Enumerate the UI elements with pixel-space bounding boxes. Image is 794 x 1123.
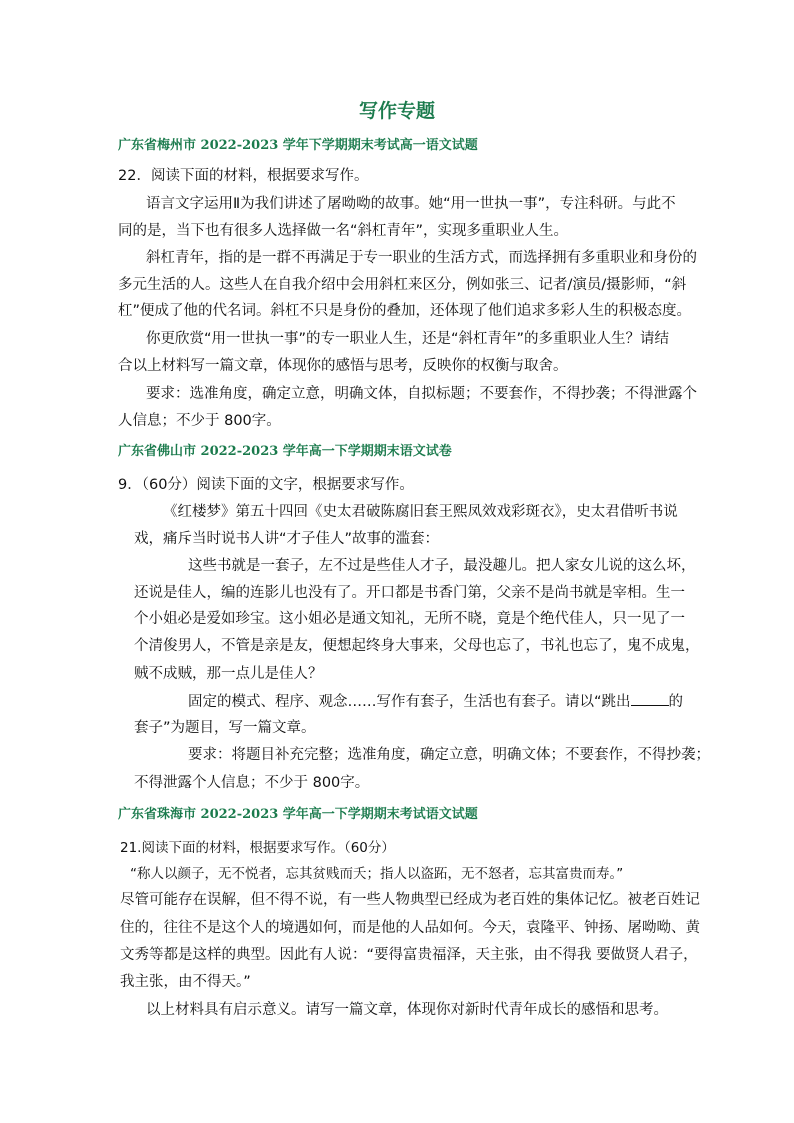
section-heading-foshan: 广东省佛山市 2022-2023 学年高一下学期期末语文试卷	[118, 444, 452, 459]
paragraph-line: 语言文字运用Ⅱ为我们讲述了屠呦呦的故事。她“用一世执一事”，专注科研。与此不	[146, 196, 676, 212]
paragraph-line: 同的是，当下也有很多人选择做一名“斜杠青年”，实现多重职业人生。	[118, 223, 569, 239]
paragraph-line: “称人以颜子，无不悦者，忘其贫贱而夭；指人以盗跖，无不怒者，忘其富贵而寿。”	[130, 866, 624, 882]
paragraph-line: 《红楼梦》第五十四回《史太君破陈腐旧套王熙凤效戏彩斑衣》，史太君借听书说	[163, 504, 678, 520]
quote-line: 个清俊男人，不管是亲是友，便想起终身大事来，父母也忘了，书礼也忘了，鬼不成鬼，	[134, 638, 700, 654]
paragraph-line: 合以上材料写一篇文章，体现你的感悟与思考，反映你的权衡与取舍。	[118, 358, 568, 374]
page-title: 写作专题	[358, 100, 435, 122]
requirements-line: 要求：选准角度，确定立意，明确文体，自拟标题；不要套作，不得抄袭；不得泄露个	[146, 386, 697, 402]
prompt-text: 固定的模式、程序、观念……写作有套子，生活也有套子。请以“跳出	[188, 694, 631, 710]
section-heading-zhuhai: 广东省珠海市 2022-2023 学年高一下学期期末考试语文试题	[118, 807, 478, 822]
prompt-text-end: 的	[668, 694, 684, 710]
section-heading-meizhou: 广东省梅州市 2022-2023 学年下学期期末考试高一语文试题	[118, 138, 478, 153]
question-line: 9．（60分）阅读下面的文字，根据要求写作。	[118, 477, 414, 493]
requirements-line: 不得泄露个人信息；不少于 800字。	[134, 775, 370, 791]
paragraph-line: 多元生活的人。这些人在自我介绍中会用斜杠来区分，例如张三、记者/演员/摄影师，“斜	[118, 277, 687, 293]
quote-line: 这些书就是一套子，左不过是些佳人才子，最没趣儿。把人家女儿说的这么坏，	[188, 558, 696, 574]
quote-line: 还说是佳人，编的连影儿也没有了。开口都是书香门第，父亲不是尚书就是宰相。生一	[134, 585, 685, 601]
paragraph-line: 斜杠青年，指的是一群不再满足于专一职业的生活方式，而选择拥有多重职业和身份的	[146, 250, 697, 266]
fill-in-blank	[631, 691, 669, 706]
requirements-line: 人信息；不少于 800字。	[118, 413, 281, 429]
paragraph-line: 杠”便成了他的代名词。斜杠不只是身份的叠加，还体现了他们追求多彩人生的积极态度。	[118, 303, 692, 319]
paragraph-line: 尽管可能存在误解，但不得不说，有一些人物典型已经成为老百姓的集体记忆。被老百姓记	[120, 892, 700, 908]
prompt-line	[188, 691, 683, 712]
question-line: 21.阅读下面的材料，根据要求写作。（60分）	[120, 840, 395, 856]
prompt-line: 套子”为题目，写一篇文章。	[134, 720, 316, 736]
question-line: 22．阅读下面的材料，根据要求写作。	[118, 168, 369, 184]
paragraph-line: 住的，往往不是这个人的境遇如何，而是他的人品如何。今天，袁隆平、钟扬、屠呦呦、黄	[120, 920, 700, 936]
paragraph-line: 文秀等都是这样的典型。因此有人说：“要得富贵福泽，天主张，由不得我 要做贤人君子，	[120, 947, 698, 963]
paragraph-line: 我主张，由不得天。”	[120, 974, 251, 990]
quote-line: 贼不成贼，那一点儿是佳人？	[134, 666, 323, 682]
paragraph-line: 以上材料具有启示意义。请写一篇文章，体现你对新时代青年成长的感悟和思考。	[146, 1002, 668, 1018]
requirements-line: 要求：将题目补充完整；选准角度，确定立意，明确文体；不要套作，不得抄袭；	[188, 747, 710, 763]
paragraph-line: 戏，痛斥当时说书人讲“才子佳人”故事的滥套：	[134, 531, 440, 547]
quote-line: 个小姐必是爱如珍宝。这小姐必是通文知礼，无所不晓，竟是个绝代佳人，只一见了一	[134, 611, 685, 627]
paragraph-line: 你更欣赏“用一世执一事”的专一职业人生，还是“斜杠青年”的多重职业人生？请结	[146, 331, 670, 347]
